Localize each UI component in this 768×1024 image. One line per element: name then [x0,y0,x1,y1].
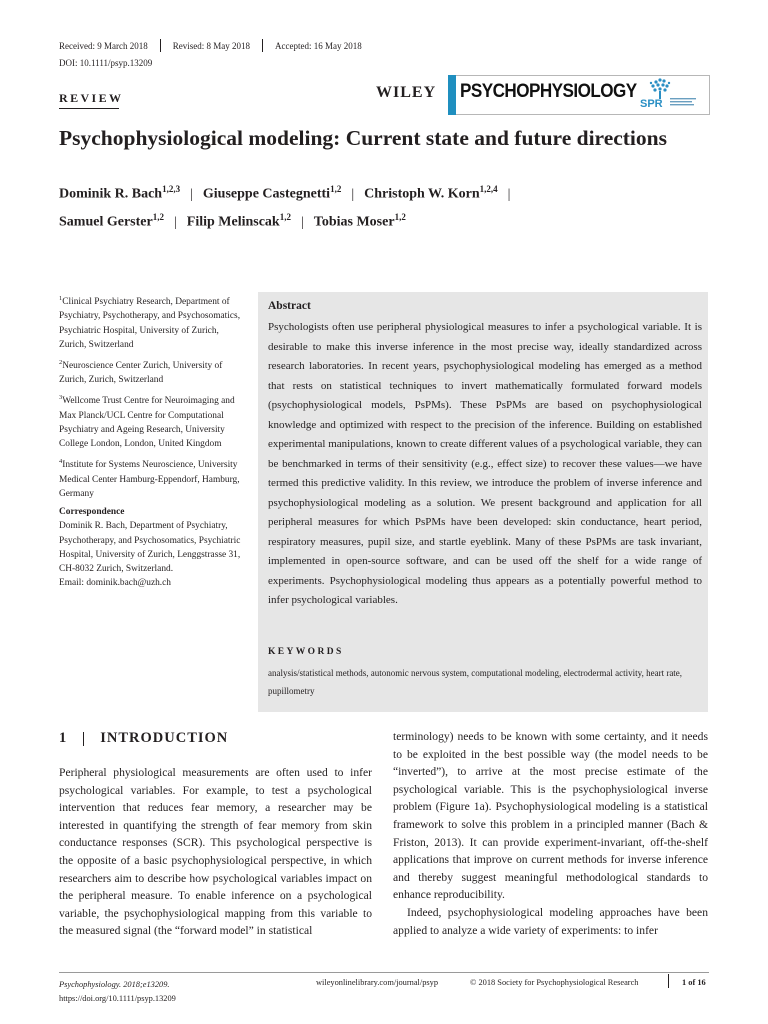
affiliation-number: 4 [59,458,63,466]
author-name[interactable]: Samuel Gerster [59,214,153,230]
affiliation-item [59,455,247,501]
footer-journal-link[interactable]: wileyonlinelibrary.com/journal/psyp [316,978,439,987]
received-date: Received: 9 March 2018 [59,40,148,51]
footer-rule [59,972,709,973]
affiliation-number: 3 [59,394,63,402]
author-name[interactable]: Filip Melinscak [186,214,280,230]
page-number: 1 of 16 [682,978,706,987]
abstract-heading: Abstract [268,300,311,312]
affiliation-text: Institute for Systems Neuroscience, University Medical Center Hamburg-Eppendorf, Hamburg, Germany [59,460,240,499]
affiliation-number: 2 [59,358,63,366]
author-name[interactable]: Giuseppe Castegnetti [202,186,331,202]
affiliation-item [59,356,247,388]
keywords-text: analysis/statistical methods, autonomic nervous system, computational modeling, electrodermal activity, heart rate, pupillometry [268,668,683,696]
revised-date: Revised: 8 May 2018 [172,40,250,51]
spr-tree-logo-icon [636,74,706,114]
affiliation-text: Neuroscience Center Zurich, University of Zurich, Zurich, Switzerland [59,361,223,386]
author-separator: | [173,214,177,230]
affiliation-item [59,391,247,451]
affiliation-text: Clinical Psychiatry Research, Department of Psychiatry, Psychotherapy, and Psychosomatics, Psychiatric Hospital, University of Zurich, Zurich, Switzerland [59,297,241,350]
journal-name: PSYCHOPHYSIOLOGY [460,81,637,102]
correspondence-text: Dominik R. Bach, Department of Psychiatry, Psychotherapy, and Psychosomatics, Psychiatric Hospital, University of Zurich, Lenggstrasse 31, CH-8032 Zurich, Switzerland. [59,521,241,574]
author-name[interactable]: Christoph W. Korn [364,186,480,202]
footer-doi-link[interactable]: https://doi.org/10.1111/psyp.13209 [59,994,176,1003]
author-line-2 [59,212,406,231]
body-paragraph: Peripheral physiological measurements are often used to infer psychological variables. For example, to test a psychological intervention that reduces fear memory, a researcher may be interested in quantifying the strength of fear memory from skin conductance responses (SCR). This psychological perspective is the opposite of a basic psychophysiological perspective, in which researchers aim to describe how psychological variables impact on the peripheral measure. To enable inference on a psychological variable, the psychophysiological mapping from this variable to the measured signal (the “forward model” in statistical [59,766,372,938]
author-name[interactable]: Tobias Moser [313,214,395,230]
doi[interactable]: DOI: 10.1111/psyp.13209 [59,58,153,68]
author-affiliation: 1,2 [394,212,406,222]
article-type: REVIEW [59,91,124,105]
spr-logo-text: SPR [640,98,663,110]
keywords-heading: KEYWORDS [268,647,344,657]
author-name[interactable]: Dominik R. Bach [59,186,163,202]
author-line-1 [59,184,520,203]
body-paragraph: Indeed, psychophysiological modeling approaches have been applied to analyze a wide variety of experiments: to infer [393,905,708,937]
accepted-date: Accepted: 16 May 2018 [274,40,362,51]
body-column-right [393,728,708,939]
affiliation-item [59,292,247,352]
affiliation-text: Wellcome Trust Centre for Neuroimaging and Max Planck/UCL Centre for Computational Psychiatry and Ageing Research, University College London, London, United Kingdom [59,396,235,450]
body-column-left [59,764,372,940]
correspondence-email[interactable]: Email: dominik.bach@uzh.ch [59,578,171,589]
article-dates [59,39,362,52]
footer-citation-block [59,978,176,1006]
section-title: INTRODUCTION [100,730,229,746]
correspondence-heading: Correspondence [59,507,125,518]
article-type-underline [59,108,119,109]
divider [160,39,161,52]
section-heading [59,730,228,747]
author-affiliation: 1,2 [152,212,164,222]
affiliation-number: 1 [59,295,63,302]
author-affiliation: 1,2,4 [479,184,498,194]
author-affiliation: 1,2,3 [162,184,181,194]
author-separator: | [300,214,304,230]
author-affiliation: 1,2 [279,212,291,222]
paper-title: Psychophysiological modeling: Current state and future directions [59,126,667,150]
section-number: 1 [59,730,68,746]
author-separator: | [351,186,355,202]
divider [262,39,263,52]
author-separator: | [190,186,193,202]
author-separator: | [507,186,511,202]
affiliations [59,292,247,590]
body-paragraph: terminology) needs to be known with some certainty, and it needs to be exploited in the best possible way (the model needs to be “inverted”), to arrive at the most precise estimate of the psychological variable. This is the psychophysiological inverse problem (Figure 1a). Psychophysiological modeling is a statistical framework to solve this problem in a principled manner (Bach & Friston, 2013). It can provide experiment-invariant, off-the-shelf applications that improve on current methods for inverse inference and thereby suggest meaningful methodological standards to enhance reproducibility. [393,730,708,902]
journal-banner-accent [448,75,456,115]
footer-divider [668,974,669,988]
section-divider [83,732,84,746]
author-affiliation: 1,2 [330,184,342,194]
footer-citation: Psychophysiology. 2018;e13209. [59,980,170,989]
abstract-text: Psychologists often use peripheral physiological measures to infer a psychological variable. It is desirable to make this inverse inference in the most precise way, ideally standardized across research laboratories. In recent years, psychophysiological modeling has emerged as a method that rests on statistical techniques to invert mathematically formulated forward models (psychophysiological models, PsPMs). These PsPMs are based on psychophysiological knowledge and optimized with respect to the precision of the inference. Building on established experimental manipulations, known to create different values of a psychological variable, they can be benchmarked in terms of their sensitivity (e.g., effect size) to recover these values—we have termed this predictive validity. In this review, we introduce the problem of inverse inference and psychophysiological modeling as a solution. We present background and application for all peripheral measures for which PsPMs have been developed: skin conductance, heart period, respiratory measures, pupil size, and startle eyeblink. Many of these PsPMs are task invariant, implemented in open-source software, and can be used off the shelf for a wide range of experiments. Psychophysiological modeling thus appears as a potentially powerful method to infer psychological variables. [268,321,702,606]
publisher-logo: WILEY [376,84,437,101]
footer-copyright: © 2018 Society for Psychophysiological Research [470,978,639,987]
